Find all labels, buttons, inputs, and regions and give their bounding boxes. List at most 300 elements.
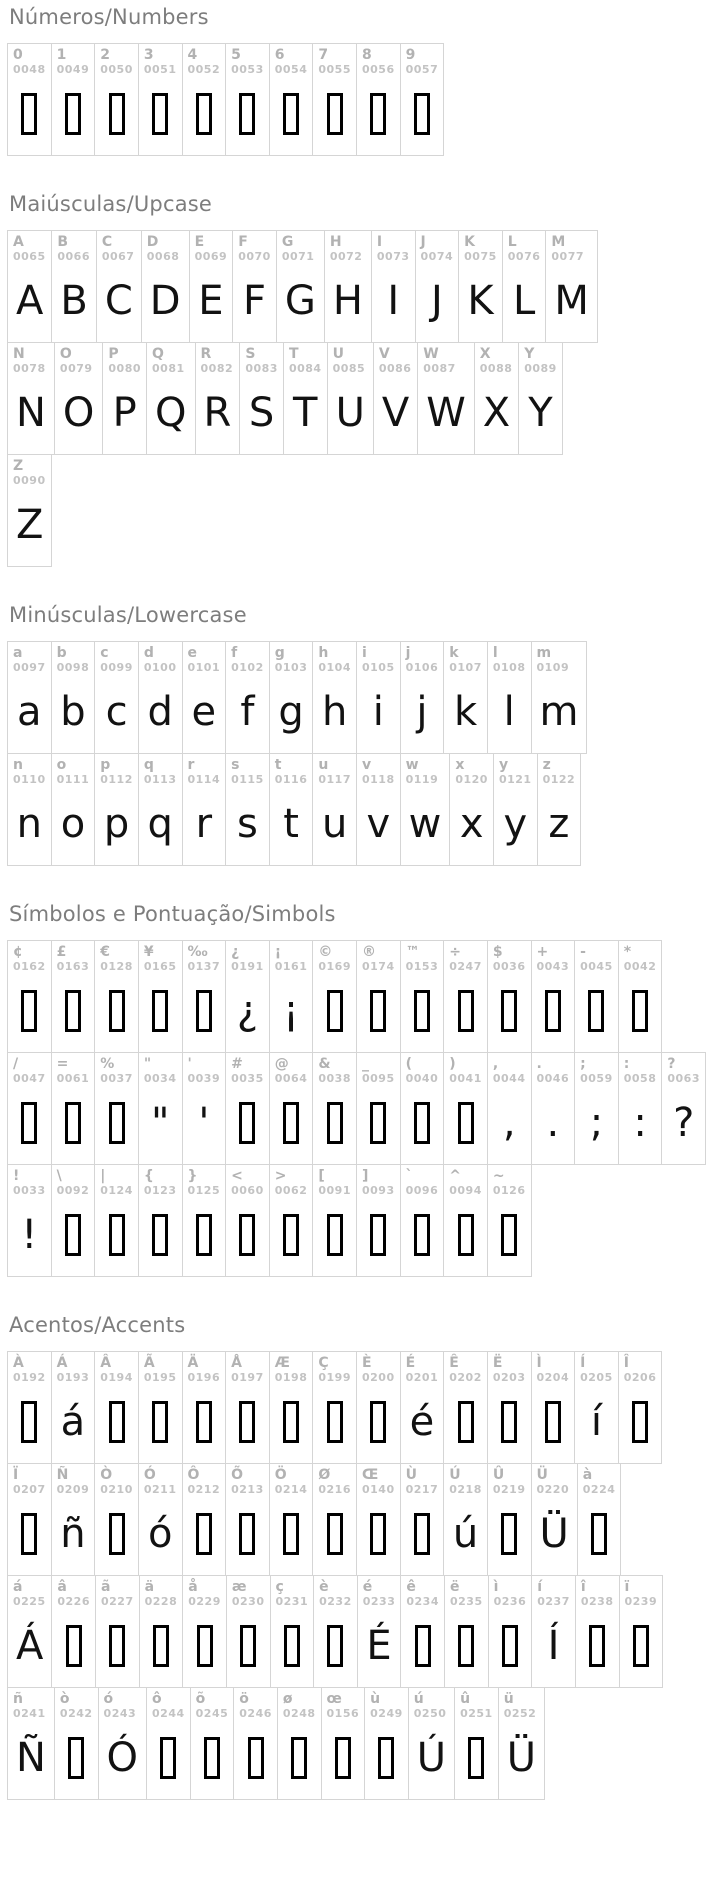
- glyph-cell-header: [532, 1053, 575, 1086]
- glyph-preview: G: [284, 278, 316, 324]
- reference-character-label: E: [194, 234, 205, 250]
- reference-character-label: O: [59, 346, 72, 362]
- glyph-cell-header: [95, 941, 138, 974]
- glyph-preview: [322, 1721, 365, 1799]
- missing-glyph-box: [370, 1513, 386, 1555]
- glyph-cell-0228: [139, 1575, 184, 1688]
- glyph-preview: [444, 974, 487, 1052]
- reference-character-label: %: [100, 1056, 115, 1072]
- unicode-decimal-code: 0235: [450, 1595, 483, 1608]
- glyph-cell-header: [270, 642, 313, 675]
- unicode-decimal-code: 0081: [152, 362, 185, 375]
- glyph-preview: B: [60, 278, 88, 324]
- glyph-preview: [183, 1497, 226, 1575]
- unicode-decimal-code: 0198: [274, 1371, 308, 1384]
- glyph-cell-0043: [531, 940, 576, 1053]
- glyph-preview: [488, 1198, 531, 1276]
- unicode-decimal-code: 0121: [498, 773, 532, 786]
- glyph-cell-0195: [138, 1351, 183, 1464]
- reference-character-label: u: [318, 757, 329, 773]
- glyph-cell-header: [313, 1352, 356, 1385]
- glyph-cell-0137: [182, 940, 227, 1053]
- missing-glyph-box: [152, 93, 168, 135]
- glyph-cell-header: [575, 941, 618, 974]
- glyph-cell-header: [52, 1053, 95, 1086]
- unicode-decimal-code: 0153: [405, 960, 439, 973]
- glyph-cell-0236: [488, 1575, 533, 1688]
- unicode-decimal-code: 0108: [492, 661, 526, 674]
- glyph-preview: r: [195, 801, 213, 847]
- glyph-preview: a: [17, 689, 42, 735]
- reference-character-label: á: [13, 1579, 23, 1595]
- glyph-cell-0064: [269, 1052, 314, 1165]
- glyph-cell-header: [8, 1165, 51, 1198]
- reference-character-label: ~: [492, 1168, 505, 1184]
- glyph-preview: [226, 77, 269, 155]
- glyph-preview: [357, 1086, 400, 1164]
- glyph-cell-0036: [487, 940, 532, 1053]
- glyph-rows: [7, 43, 655, 156]
- reference-character-label: ®: [362, 944, 376, 960]
- glyph-cell-0042: [618, 940, 663, 1053]
- missing-glyph-box: [239, 1513, 255, 1555]
- glyph-row: [7, 230, 598, 343]
- reference-character-label: €: [100, 944, 110, 960]
- glyph-preview: ': [198, 1100, 210, 1146]
- reference-character-label: ;: [580, 1056, 586, 1072]
- glyph-cell-header: [314, 1576, 357, 1609]
- glyph-cell-0104: [312, 641, 357, 754]
- glyph-cell-0033: [7, 1164, 52, 1277]
- reference-character-label: k: [449, 645, 459, 661]
- glyph-row: [7, 1687, 545, 1800]
- glyph-cell-0237: [531, 1575, 576, 1688]
- glyph-cell-0201: [400, 1351, 445, 1464]
- glyph-preview: [576, 1609, 619, 1687]
- missing-glyph-box: [370, 1214, 386, 1256]
- unicode-decimal-code: 0244: [152, 1707, 185, 1720]
- unicode-decimal-code: 0126: [492, 1184, 526, 1197]
- glyph-cell-header: [52, 642, 95, 675]
- glyph-cell-0095: [356, 1052, 401, 1165]
- glyph-preview: d: [147, 689, 173, 735]
- unicode-decimal-code: 0232: [319, 1595, 352, 1608]
- glyph-preview: [270, 1198, 313, 1276]
- glyph-preview: [183, 1609, 226, 1687]
- reference-character-label: z: [542, 757, 551, 773]
- unicode-decimal-code: 0043: [536, 960, 570, 973]
- glyph-preview: [313, 1198, 356, 1276]
- glyph-cell-header: [8, 642, 51, 675]
- glyph-cell-0039: [182, 1052, 227, 1165]
- glyph-preview: [234, 1721, 277, 1799]
- glyph-cell-header: [139, 44, 182, 77]
- reference-character-label: ¿: [231, 944, 240, 960]
- reference-character-label: ,: [492, 1056, 499, 1072]
- glyph-cell-header: [226, 44, 269, 77]
- missing-glyph-box: [109, 990, 125, 1032]
- reference-character-label: ‰: [187, 944, 208, 960]
- reference-character-label: Ì: [536, 1355, 542, 1371]
- glyph-cell-0193: [51, 1351, 96, 1464]
- glyph-preview: Q: [155, 390, 187, 436]
- glyph-cell-0051: [138, 43, 183, 156]
- missing-glyph-box: [248, 1737, 264, 1779]
- glyph-cell-header: [139, 642, 182, 675]
- missing-glyph-box: [370, 1102, 386, 1144]
- glyph-cell-0110: [7, 753, 52, 866]
- glyph-cell-header: [532, 1576, 575, 1609]
- reference-character-label: ë: [450, 1579, 460, 1595]
- glyph-cell-0248: [277, 1687, 322, 1800]
- glyph-cell-0040: [400, 1052, 445, 1165]
- glyph-preview: [401, 1198, 444, 1276]
- missing-glyph-box: [21, 990, 37, 1032]
- glyph-preview: [455, 1721, 498, 1799]
- glyph-row: [7, 43, 444, 156]
- unicode-decimal-code: 0163: [56, 960, 90, 973]
- glyph-cell-header: [8, 44, 51, 77]
- glyph-cell-header: [147, 1688, 190, 1721]
- glyph-cell-header: [357, 941, 400, 974]
- reference-character-label: B: [57, 234, 69, 250]
- reference-character-label: 9: [405, 47, 416, 63]
- reference-character-label: y: [498, 757, 509, 773]
- missing-glyph-box: [378, 1737, 394, 1779]
- reference-character-label: è: [319, 1579, 329, 1595]
- glyph-cell-0038: [312, 1052, 357, 1165]
- glyph-preview: [444, 1086, 487, 1164]
- glyph-cell-0101: [182, 641, 227, 754]
- glyph-preview: K: [467, 278, 494, 324]
- glyph-cell-0096: [400, 1164, 445, 1277]
- glyph-preview: b: [60, 689, 86, 735]
- glyph-cell-header: [357, 754, 400, 787]
- glyph-preview: :: [633, 1100, 647, 1146]
- missing-glyph-box: [335, 1737, 351, 1779]
- glyph-preview: Í: [547, 1623, 560, 1669]
- unicode-decimal-code: 0099: [100, 661, 133, 674]
- glyph-cell-header: [313, 44, 356, 77]
- reference-character-label: 2: [100, 47, 110, 63]
- glyph-preview: [52, 1198, 95, 1276]
- reference-character-label: H: [329, 234, 342, 250]
- reference-character-label: l: [492, 645, 498, 661]
- glyph-rows: [7, 1351, 658, 1800]
- reference-character-label: å: [188, 1579, 198, 1595]
- glyph-cell-header: [365, 1688, 408, 1721]
- reference-character-label: =: [56, 1056, 69, 1072]
- missing-glyph-box: [370, 93, 386, 135]
- glyph-cell-header: [8, 754, 51, 787]
- glyph-preview: [95, 1086, 138, 1164]
- glyph-cell-0213: [225, 1463, 270, 1576]
- glyph-preview: h: [322, 689, 348, 735]
- reference-character-label: >: [274, 1168, 287, 1184]
- glyph-preview: Ó: [106, 1735, 139, 1781]
- glyph-cell-header: [139, 754, 182, 787]
- glyph-rows: [7, 230, 655, 567]
- glyph-cell-0198: [269, 1351, 314, 1464]
- glyph-cell-header: [416, 231, 459, 264]
- missing-glyph-box: [501, 1513, 517, 1555]
- reference-character-label: Ö: [274, 1467, 287, 1483]
- unicode-decimal-code: 0051: [143, 63, 177, 76]
- unicode-decimal-code: 0073: [376, 250, 410, 263]
- glyph-preview: [139, 1198, 182, 1276]
- glyph-cell-header: [97, 231, 141, 264]
- glyph-cell-0082: [195, 342, 241, 455]
- glyph-cell-0207: [7, 1463, 52, 1576]
- reference-character-label: Ò: [100, 1467, 113, 1483]
- glyph-cell-0194: [94, 1351, 139, 1464]
- glyph-cell-header: [576, 1576, 619, 1609]
- glyph-cell-header: [52, 754, 95, 787]
- unicode-decimal-code: 0083: [245, 362, 278, 375]
- glyph-cell-header: [226, 1165, 269, 1198]
- glyph-preview: ?: [673, 1100, 695, 1146]
- missing-glyph-box: [589, 1625, 605, 1667]
- glyph-cell-header: [55, 1688, 98, 1721]
- glyph-cell-0089: [518, 342, 563, 455]
- glyph-preview: [357, 1198, 400, 1276]
- reference-character-label: b: [56, 645, 67, 661]
- glyph-preview: U: [335, 390, 365, 436]
- unicode-decimal-code: 0169: [318, 960, 351, 973]
- glyph-cell-0066: [51, 230, 96, 343]
- unicode-decimal-code: 0091: [318, 1184, 351, 1197]
- glyph-cell-header: [357, 44, 400, 77]
- glyph-cell-header: [444, 1352, 487, 1385]
- reference-character-label: 5: [231, 47, 241, 63]
- glyph-cell-0058: [618, 1052, 663, 1165]
- reference-character-label: m: [536, 645, 552, 661]
- reference-character-label: Õ: [231, 1467, 244, 1483]
- reference-character-label: ÷: [449, 944, 461, 960]
- glyph-preview: ó: [147, 1511, 173, 1557]
- glyph-preview: [55, 1721, 98, 1799]
- reference-character-label: ì: [493, 1579, 499, 1595]
- glyph-cell-0140: [356, 1463, 401, 1576]
- glyph-cell-header: [52, 1464, 95, 1497]
- missing-glyph-box: [370, 1401, 386, 1443]
- missing-glyph-box: [196, 990, 212, 1032]
- unicode-decimal-code: 0089: [524, 362, 557, 375]
- glyph-preview: ¿: [236, 988, 259, 1034]
- unicode-decimal-code: 0229: [188, 1595, 221, 1608]
- unicode-decimal-code: 0197: [231, 1371, 264, 1384]
- reference-character-label: â: [57, 1579, 67, 1595]
- unicode-decimal-code: 0206: [623, 1371, 657, 1384]
- missing-glyph-box: [196, 93, 212, 135]
- glyph-preview: Y: [528, 390, 553, 436]
- glyph-cell-header: [575, 1053, 618, 1086]
- glyph-cell-0220: [531, 1463, 578, 1576]
- reference-character-label: |: [100, 1168, 106, 1184]
- reference-character-label: [: [318, 1168, 325, 1184]
- unicode-decimal-code: 0102: [231, 661, 264, 674]
- unicode-decimal-code: 0065: [13, 250, 46, 263]
- glyph-cell-header: [401, 642, 444, 675]
- reference-character-label: ò: [59, 1691, 70, 1707]
- unicode-decimal-code: 0106: [405, 661, 439, 674]
- unicode-decimal-code: 0210: [100, 1483, 133, 1496]
- unicode-decimal-code: 0114: [187, 773, 221, 786]
- reference-character-label: Ø: [318, 1467, 331, 1483]
- reference-character-label: í: [537, 1579, 543, 1595]
- glyph-preview: R: [203, 390, 232, 436]
- glyph-cell-header: [8, 455, 51, 488]
- glyph-preview: I: [387, 278, 400, 324]
- glyph-cell-0227: [95, 1575, 140, 1688]
- glyph-cell-0123: [138, 1164, 183, 1277]
- missing-glyph-box: [65, 93, 81, 135]
- glyph-cell-0112: [94, 753, 139, 866]
- unicode-decimal-code: 0250: [413, 1707, 447, 1720]
- reference-character-label: Æ: [274, 1355, 290, 1371]
- missing-glyph-box: [109, 1102, 125, 1144]
- glyph-preview: [578, 1497, 621, 1575]
- glyph-cell-header: [183, 1165, 226, 1198]
- glyph-cell-0225: [7, 1575, 52, 1688]
- glyph-row: [7, 454, 52, 567]
- glyph-preview: l: [503, 689, 515, 735]
- glyph-cell-header: [139, 1165, 182, 1198]
- glyph-section-accents: [7, 1313, 658, 1800]
- glyph-preview: s: [237, 801, 258, 847]
- reference-character-label: q: [143, 757, 154, 773]
- glyph-preview: [401, 77, 444, 155]
- missing-glyph-box: [65, 990, 81, 1032]
- reference-character-label: 1: [56, 47, 67, 63]
- glyph-cell-header: [270, 44, 313, 77]
- glyph-cell-header: [8, 941, 51, 974]
- glyph-cell-header: [475, 343, 518, 376]
- missing-glyph-box: [327, 93, 343, 135]
- unicode-decimal-code: 0116: [274, 773, 308, 786]
- glyph-preview: [271, 1609, 314, 1687]
- reference-character-label: ô: [152, 1691, 162, 1707]
- reference-character-label: {: [143, 1168, 154, 1184]
- glyph-preview: é: [409, 1399, 435, 1445]
- missing-glyph-box: [458, 1401, 474, 1443]
- missing-glyph-box: [468, 1737, 484, 1779]
- unicode-decimal-code: 0220: [536, 1483, 570, 1496]
- glyph-cell-0163: [51, 940, 96, 1053]
- glyph-preview: [532, 974, 575, 1052]
- glyph-cell-header: [95, 1352, 138, 1385]
- unicode-decimal-code: 0237: [537, 1595, 570, 1608]
- glyph-cell-header: [191, 1688, 234, 1721]
- glyph-cell-0224: [577, 1463, 622, 1576]
- reference-character-label: P: [108, 346, 119, 362]
- glyph-cell-0098: [51, 641, 96, 754]
- glyph-cell-0085: [327, 342, 374, 455]
- reference-character-label: I: [376, 234, 383, 250]
- missing-glyph-box: [21, 1102, 37, 1144]
- missing-glyph-box: [414, 1513, 430, 1555]
- glyph-preview: [489, 1609, 532, 1687]
- unicode-decimal-code: 0241: [13, 1707, 46, 1720]
- unicode-decimal-code: 0213: [231, 1483, 264, 1496]
- glyph-cell-0244: [146, 1687, 191, 1800]
- glyph-cell-0055: [312, 43, 357, 156]
- glyph-cell-0061: [51, 1052, 96, 1165]
- glyph-cell-0251: [454, 1687, 499, 1800]
- unicode-decimal-code: 0122: [542, 773, 576, 786]
- glyph-preview: u: [322, 801, 348, 847]
- missing-glyph-box: [109, 1214, 125, 1256]
- glyph-cell-header: [619, 1352, 662, 1385]
- glyph-preview: T: [293, 390, 318, 436]
- reference-character-label: œ: [326, 1691, 342, 1707]
- missing-glyph-box: [588, 990, 604, 1032]
- reference-character-label: Ô: [187, 1467, 200, 1483]
- unicode-decimal-code: 0228: [144, 1595, 178, 1608]
- reference-character-label: ¢: [13, 944, 23, 960]
- glyph-cell-header: [52, 1165, 95, 1198]
- glyph-cell-header: [328, 343, 373, 376]
- glyph-cell-header: [445, 1576, 488, 1609]
- unicode-decimal-code: 0124: [100, 1184, 133, 1197]
- glyph-cell-0107: [443, 641, 488, 754]
- unicode-decimal-code: 0071: [281, 250, 315, 263]
- glyph-preview: m: [539, 689, 579, 735]
- missing-glyph-box: [283, 1214, 299, 1256]
- glyph-preview: [183, 1198, 226, 1276]
- unicode-decimal-code: 0234: [406, 1595, 439, 1608]
- glyph-preview: F: [243, 278, 267, 324]
- missing-glyph-box: [327, 1401, 343, 1443]
- glyph-cell-header: [95, 1464, 138, 1497]
- glyph-cell-0203: [487, 1351, 532, 1464]
- glyph-cell-header: [52, 44, 95, 77]
- missing-glyph-box: [501, 1214, 517, 1256]
- glyph-cell-0077: [545, 230, 598, 343]
- glyph-cell-header: [95, 1165, 138, 1198]
- glyph-cell-header: [270, 941, 313, 974]
- reference-character-label: Ä: [187, 1355, 199, 1371]
- glyph-cell-header: [8, 231, 51, 264]
- glyph-cell-0205: [574, 1351, 619, 1464]
- reference-character-label: J: [420, 234, 426, 250]
- glyph-cell-header: [418, 343, 474, 376]
- unicode-decimal-code: 0162: [13, 960, 46, 973]
- unicode-decimal-code: 0123: [143, 1184, 177, 1197]
- glyph-cell-0069: [189, 230, 234, 343]
- reference-character-label: È: [362, 1355, 372, 1371]
- unicode-decimal-code: 0252: [503, 1707, 537, 1720]
- unicode-decimal-code: 0224: [582, 1483, 616, 1496]
- missing-glyph-box: [458, 1102, 474, 1144]
- glyph-preview: j: [416, 689, 428, 735]
- glyph-preview: [8, 77, 51, 155]
- glyph-cell-0206: [618, 1351, 663, 1464]
- reference-character-label: L: [507, 234, 517, 250]
- glyph-cell-0122: [537, 753, 582, 866]
- glyph-cell-0063: [661, 1052, 706, 1165]
- unicode-decimal-code: 0219: [492, 1483, 526, 1496]
- unicode-decimal-code: 0212: [187, 1483, 221, 1496]
- reference-character-label: Ï: [13, 1467, 19, 1483]
- glyph-cell-0075: [458, 230, 503, 343]
- missing-glyph-box: [632, 990, 648, 1032]
- missing-glyph-box: [327, 1102, 343, 1144]
- glyph-row: [7, 753, 581, 866]
- unicode-decimal-code: 0049: [56, 63, 90, 76]
- glyph-cell-0044: [487, 1052, 532, 1165]
- glyph-cell-0118: [356, 753, 401, 866]
